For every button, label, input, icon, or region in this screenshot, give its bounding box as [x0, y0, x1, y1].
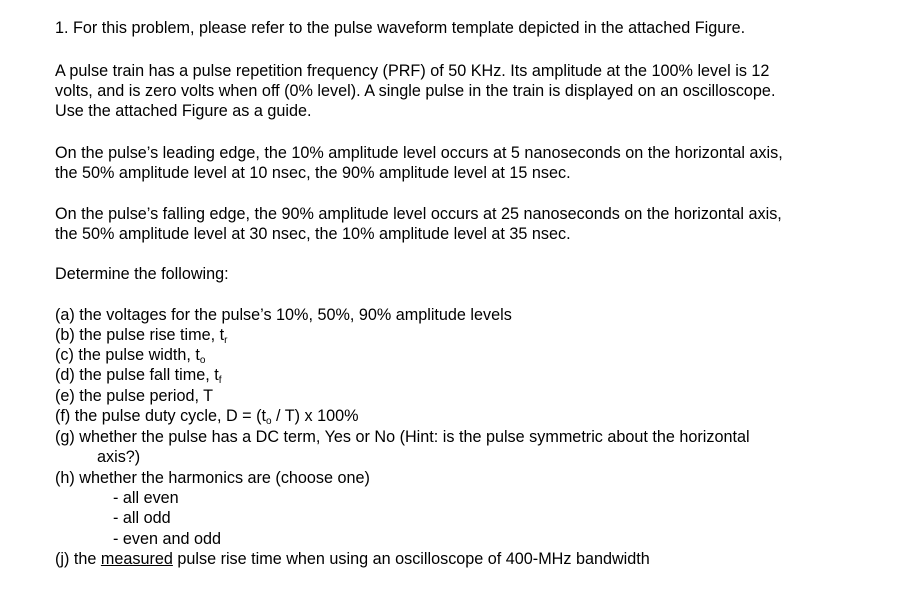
- item-f-sub: o: [265, 416, 272, 427]
- para3-line1: On the pulse’s falling edge, the 90% amplitude level occurs at 25 nanoseconds on the horizontal axis,: [55, 205, 782, 223]
- problem-heading: 1. For this problem, please refer to the pulse waveform template depicted in the attached Figure.: [55, 19, 746, 37]
- item-g-line1: (g) whether the pulse has a DC term, Yes or No (Hint: is the pulse symmetric about the horizontal: [55, 428, 750, 446]
- item-b-sub: r: [224, 335, 228, 346]
- para2-line1: On the pulse’s leading edge, the 10% amplitude level occurs at 5 nanoseconds on the horizontal axis,: [55, 144, 783, 162]
- item-d-text: (d) the pulse fall time, t: [55, 366, 219, 384]
- item-h-opt-3: - even and odd: [113, 530, 222, 548]
- item-a: (a) the voltages for the pulse’s 10%, 50%, 90% amplitude levels: [55, 306, 512, 324]
- determine-heading: Determine the following:: [55, 265, 229, 283]
- item-j-pre: (j) the: [55, 550, 101, 568]
- item-j-underlined: measured: [100, 550, 173, 568]
- item-j-post: pulse rise time when using an oscilloscope of 400-MHz bandwidth: [172, 550, 650, 568]
- para1-line3: Use the attached Figure as a guide.: [55, 102, 312, 120]
- item-f-post: / T) x 100%: [271, 407, 359, 425]
- item-d-sub: f: [218, 375, 222, 386]
- item-c-text: (c) the pulse width, t: [55, 346, 200, 364]
- item-f-pre: (f) the pulse duty cycle, D = (t: [55, 407, 266, 425]
- item-j: [55, 549, 650, 569]
- item-d: [55, 365, 222, 388]
- item-e: (e) the pulse period, T: [55, 387, 214, 405]
- para2-line2: the 50% amplitude level at 10 nsec, the 90% amplitude level at 15 nsec.: [55, 164, 571, 182]
- item-h-opt-1: - all even: [113, 489, 179, 507]
- para3-line2: the 50% amplitude level at 30 nsec, the 10% amplitude level at 35 nsec.: [55, 225, 571, 243]
- item-c-sub: o: [199, 355, 206, 366]
- item-f: [55, 406, 359, 429]
- para1-line1: A pulse train has a pulse repetition frequency (PRF) of 50 KHz. Its amplitude at the 100% level is 12: [55, 62, 770, 80]
- item-b-text: (b) the pulse rise time, t: [55, 326, 225, 344]
- item-h-opt-2: - all odd: [113, 509, 171, 527]
- para1-line2: volts, and is zero volts when off (0% level). A single pulse in the train is displayed on an oscilloscope.: [55, 82, 776, 100]
- item-h: (h) whether the harmonics are (choose one): [55, 469, 370, 487]
- item-g-line2: axis?): [97, 448, 141, 466]
